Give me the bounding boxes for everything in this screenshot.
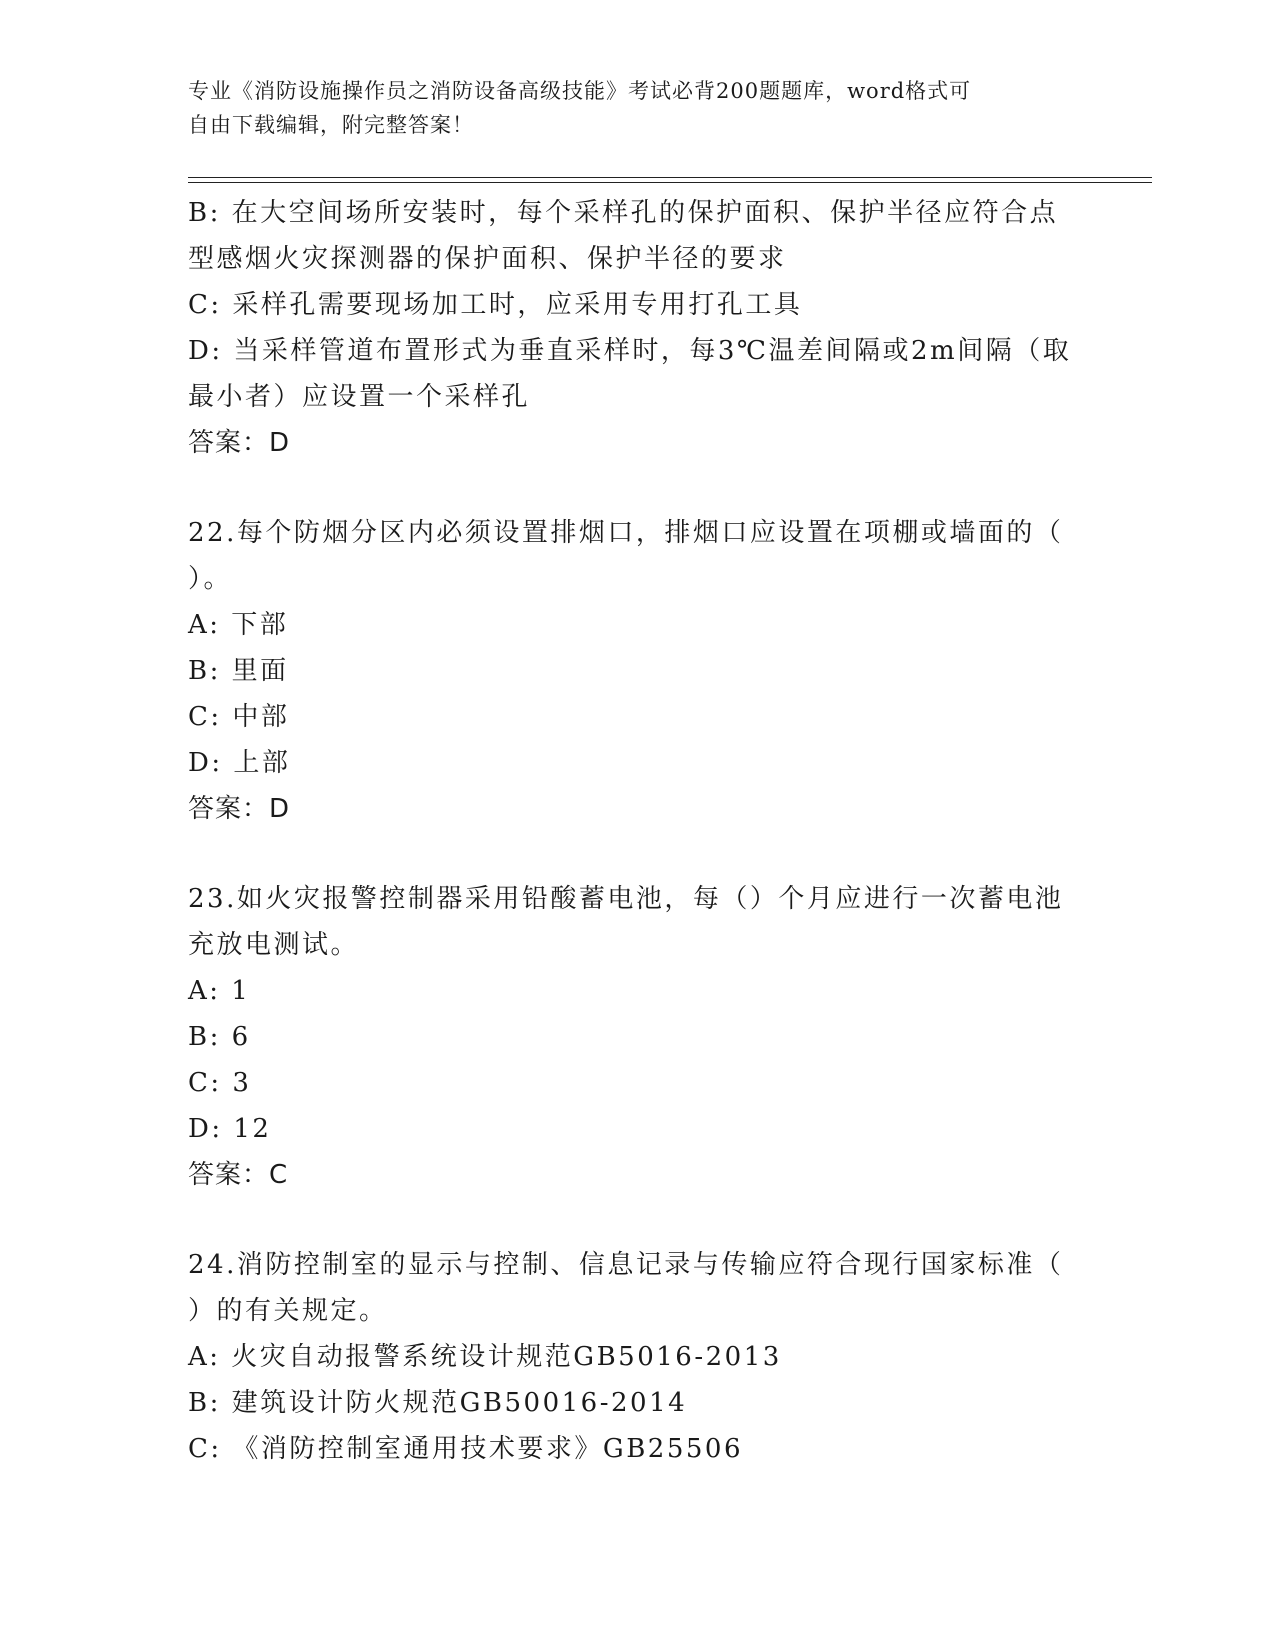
header-line-1: 专业《消防设施操作员之消防设备高级技能》考试必背200题题库，word格式可: [188, 79, 972, 103]
question-23: [188, 876, 1078, 1198]
header-divider-top: [188, 177, 1152, 178]
question-stem-line-1: 24.消防控制室的显示与控制、信息记录与传输应符合现行国家标准（: [188, 1250, 1064, 1280]
question-24: [188, 1242, 1078, 1472]
option-b: B: 建筑设计防火规范GB50016-2014: [188, 1388, 688, 1418]
option-c: C: 《消防控制室通用技术要求》GB25506: [188, 1434, 744, 1464]
option-b-line-1: B: 在大空间场所安装时，每个采样孔的保护面积、保护半径应符合点: [188, 198, 1059, 228]
document-body: [188, 190, 1078, 1472]
question-21-continued: [188, 190, 1078, 466]
question-stem-line-2: 充放电测试。: [188, 930, 360, 960]
option-a: A: 1: [188, 976, 251, 1006]
question-stem-line-2: ）。: [188, 564, 233, 594]
answer: 答案：D: [188, 428, 291, 458]
option-c: C: 采样孔需要现场加工时，应采用专用打孔工具: [188, 290, 803, 320]
option-b: B: 6: [188, 1022, 251, 1052]
option-d-line-2: 最小者）应设置一个采样孔: [188, 382, 531, 412]
question-stem-line-1: 23.如火灾报警控制器采用铅酸蓄电池，每（）个月应进行一次蓄电池: [188, 884, 1064, 914]
question-stem-line-2: ）的有关规定。: [188, 1296, 388, 1326]
option-a: A: 下部: [188, 610, 289, 640]
option-d-line-1: D: 当采样管道布置形式为垂直采样时，每3℃温差间隔或2m间隔（取: [188, 336, 1072, 366]
question-stem-line-1: 22.每个防烟分区内必须设置排烟口，排烟口应设置在项棚或墙面的（: [188, 518, 1064, 548]
header-divider-bottom: [188, 182, 1152, 183]
option-b: B: 里面: [188, 656, 289, 686]
header-line-2: 自由下载编辑，附完整答案！: [188, 113, 474, 137]
answer: 答案：C: [188, 1160, 289, 1190]
option-d: D: 12: [188, 1114, 272, 1144]
document-header: [188, 74, 1068, 142]
option-c: C: 3: [188, 1068, 252, 1098]
answer: 答案：D: [188, 794, 291, 824]
question-22: [188, 510, 1078, 832]
option-a: A: 火灾自动报警系统设计规范GB5016-2013: [188, 1342, 782, 1372]
option-b-line-2: 型感烟火灾探测器的保护面积、保护半径的要求: [188, 244, 787, 274]
option-c: C: 中部: [188, 702, 290, 732]
option-d: D: 上部: [188, 748, 291, 778]
